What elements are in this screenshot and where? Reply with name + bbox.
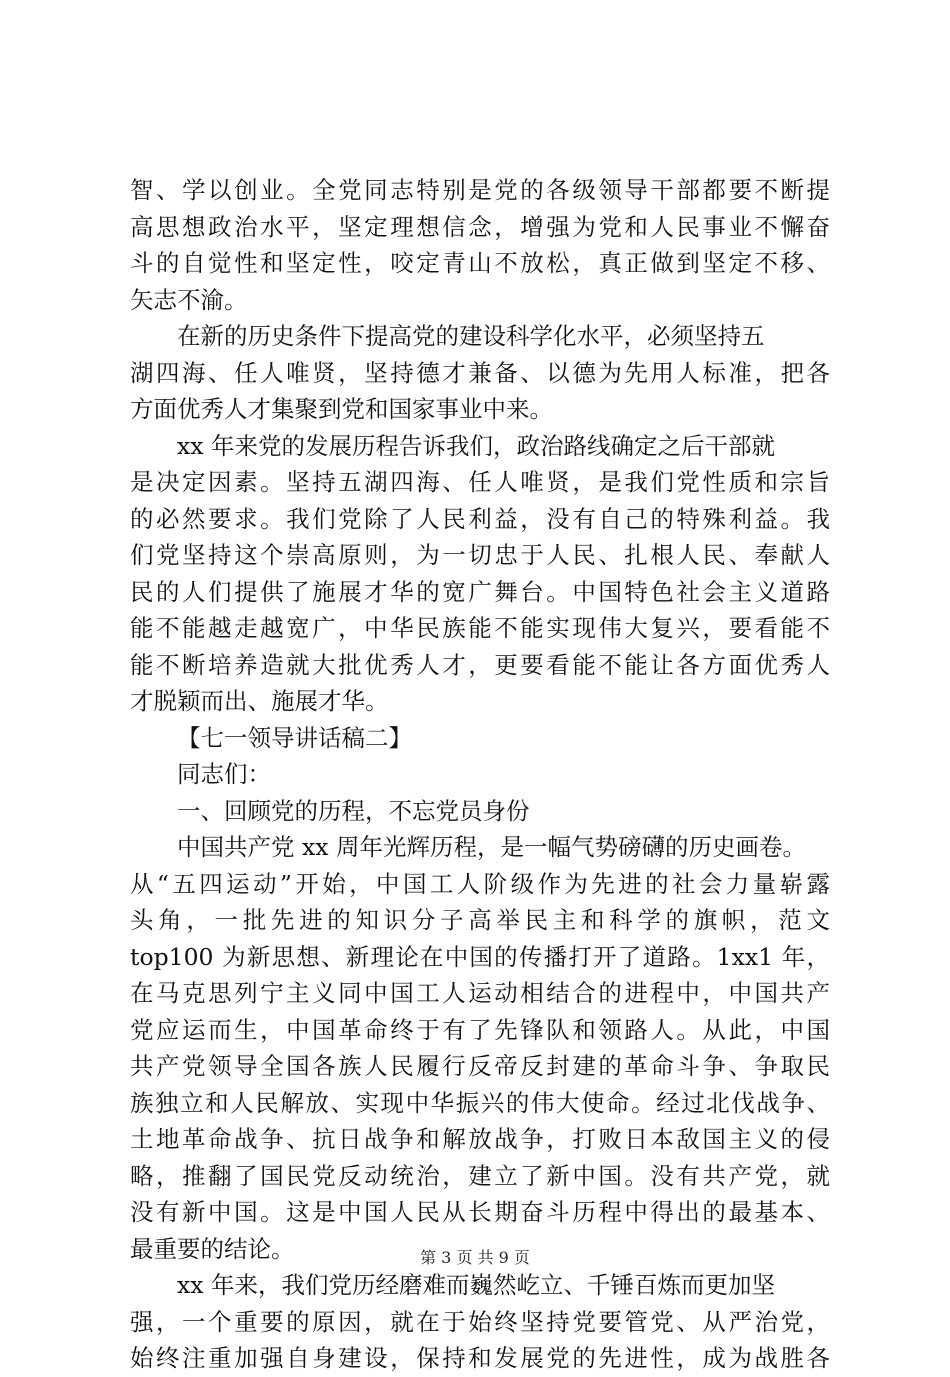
text-line: 能不断培养造就大批优秀人才，更要看能不能让各方面优秀人 — [130, 650, 830, 679]
text-line: 没有新中国。这是中国人民从长期奋斗历程中得出的最基本、 — [130, 1198, 830, 1226]
text-line: 从“五四运动”开始，中国工人阶级作为先进的社会力量崭露 — [130, 869, 830, 898]
text-line: 头角，一批先进的知识分子高举民主和科学的旗帜，范文 — [130, 906, 830, 934]
text-line: 们党坚持这个崇高原则，为一切忠于人民、扎根人民、奉献人 — [130, 541, 830, 569]
text-line: 党应运而生，中国革命终于有了先锋队和领路人。从此，中国 — [130, 1015, 830, 1044]
text-line: 高思想政治水平，坚定理想信念，增强为党和人民事业不懈奋 — [130, 212, 830, 241]
text-line: 方面优秀人才集聚到党和国家事业中来。 — [130, 395, 553, 423]
text-line: 土地革命战争、抗日战争和解放战争，打败日本敌国主义的侵 — [130, 1125, 830, 1153]
text-line: 族独立和人民解放、实现中华振兴的伟大使命。经过北伐战争、 — [130, 1088, 830, 1117]
page-footer: 第 3 页 共 9 页 — [420, 1248, 530, 1267]
text-line: 是决定因素。坚持五湖四海、任人唯贤，是我们党性质和宗旨 — [130, 468, 830, 496]
text-line: 在马克思列宁主义同中国工人运动相结合的进程中，中国共产 — [130, 979, 830, 1007]
text-line: xx 年来，我们党历经磨难而巍然屹立、千锤百炼而更加坚 — [177, 1271, 775, 1299]
text-line: 一、回顾党的历程，不忘党员身份 — [177, 796, 530, 825]
text-line: 强，一个重要的原因，就在于始终坚持党要管党、从严治党， — [130, 1307, 830, 1336]
text-line: 矢志不渝。 — [130, 285, 248, 314]
text-line: 湖四海、任人唯贤，坚持德才兼备、以德为先用人标准，把各 — [130, 358, 830, 387]
text-line: 中国共产党 xx 周年光辉历程，是一幅气势磅礴的历史画卷。 — [177, 833, 806, 861]
text-line: 同志们： — [177, 760, 271, 788]
text-line: 才脱颖而出、施展才华。 — [130, 687, 389, 715]
text-line: 能不能越走越宽广，中华民族能不能实现伟大复兴，要看能不 — [130, 614, 830, 642]
text-line: 的必然要求。我们党除了人民利益，没有自己的特殊利益。我 — [130, 504, 830, 533]
text-line: 最重要的结论。 — [130, 1234, 295, 1263]
text-line: xx 年来党的发展历程告诉我们，政治路线确定之后干部就 — [177, 431, 775, 460]
body-text — [130, 172, 830, 1377]
text-line: 略，推翻了国民党反动统治，建立了新中国。没有共产党，就 — [130, 1161, 830, 1190]
text-line: 在新的历史条件下提高党的建设科学化水平，必须坚持五 — [177, 322, 765, 350]
text-line: 【七一领导讲话稿二】 — [177, 723, 412, 752]
text-line: top100 为新思想、新理论在中国的传播打开了道路。1xx1 年， — [130, 942, 830, 971]
text-line: 始终注重加强自身建设，保持和发展党的先进性，成为战胜各 — [130, 1344, 830, 1372]
text-line: 共产党领导全国各族人民履行反帝反封建的革命斗争、争取民 — [130, 1052, 830, 1080]
text-line: 斗的自觉性和坚定性，咬定青山不放松，真正做到坚定不移、 — [130, 249, 830, 277]
text-line: 民的人们提供了施展才华的宽广舞台。中国特色社会主义道路 — [130, 577, 830, 606]
text-line: 智、学以创业。全党同志特别是党的各级领导干部都要不断提 — [130, 176, 830, 204]
